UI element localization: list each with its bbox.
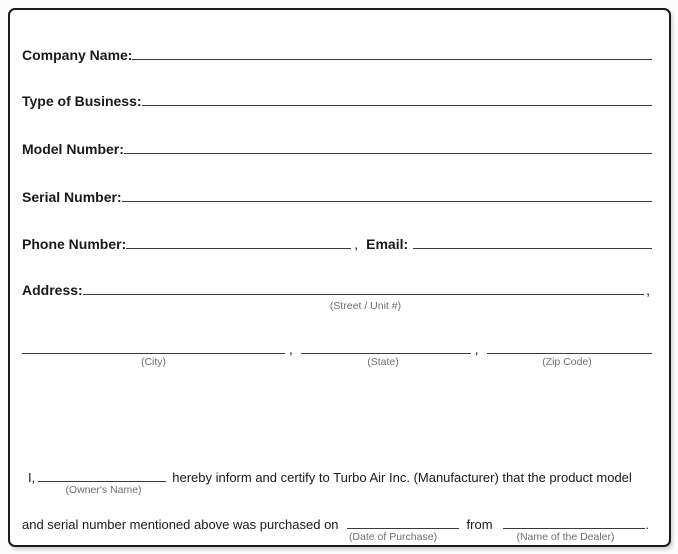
period: . xyxy=(645,517,649,532)
zip-code-field[interactable] xyxy=(487,338,652,354)
date-of-purchase-caption: (Date of Purchase) xyxy=(348,531,438,543)
type-of-business-field[interactable] xyxy=(142,90,652,106)
certification-text-2: and serial number mentioned above was purchased on xyxy=(22,517,339,532)
city-caption: (City) xyxy=(140,356,167,368)
serial-number-row xyxy=(22,186,652,206)
certification-line-2 xyxy=(22,513,649,533)
date-of-purchase-field[interactable] xyxy=(347,513,459,529)
comma-separator: , xyxy=(646,282,650,298)
address-label: Address: xyxy=(22,282,83,298)
phone-email-row xyxy=(22,233,652,253)
comma-separator: , xyxy=(354,236,359,252)
comma-separator: , xyxy=(474,342,479,357)
city-field[interactable] xyxy=(22,338,285,354)
email-field[interactable] xyxy=(413,233,652,249)
city-state-zip-row xyxy=(22,338,652,358)
zip-code-caption: (Zip Code) xyxy=(542,356,592,368)
owner-name-caption: (Owner's Name) xyxy=(65,484,142,496)
warranty-registration-form xyxy=(8,8,671,547)
street-field[interactable] xyxy=(83,279,644,295)
certification-text-1: hereby inform and certify to Turbo Air Inc. (Manufacturer) that the product model xyxy=(172,470,632,485)
dealer-name-field[interactable] xyxy=(503,513,646,529)
street-caption: (Street / Unit #) xyxy=(329,300,402,312)
model-number-field[interactable] xyxy=(124,138,652,154)
certification-connector: from xyxy=(466,517,493,532)
phone-number-label: Phone Number: xyxy=(22,236,127,252)
serial-number-label: Serial Number: xyxy=(22,189,122,205)
company-name-label: Company Name: xyxy=(22,47,133,63)
dealer-name-caption: (Name of the Dealer) xyxy=(516,531,615,543)
state-field[interactable] xyxy=(301,338,471,354)
owner-name-field[interactable] xyxy=(38,466,166,482)
address-row xyxy=(22,279,652,299)
model-number-row xyxy=(22,138,652,158)
company-name-row xyxy=(22,44,652,64)
serial-number-field[interactable] xyxy=(122,186,652,202)
model-number-label: Model Number: xyxy=(22,141,124,157)
type-of-business-label: Type of Business: xyxy=(22,93,142,109)
certification-line-1 xyxy=(28,466,652,486)
type-of-business-row xyxy=(22,90,652,110)
state-caption: (State) xyxy=(367,356,399,368)
company-name-field[interactable] xyxy=(132,44,652,60)
email-label: Email: xyxy=(366,236,409,252)
certification-prefix: I, xyxy=(28,470,36,485)
comma-separator: , xyxy=(289,342,293,357)
phone-number-field[interactable] xyxy=(126,233,351,249)
